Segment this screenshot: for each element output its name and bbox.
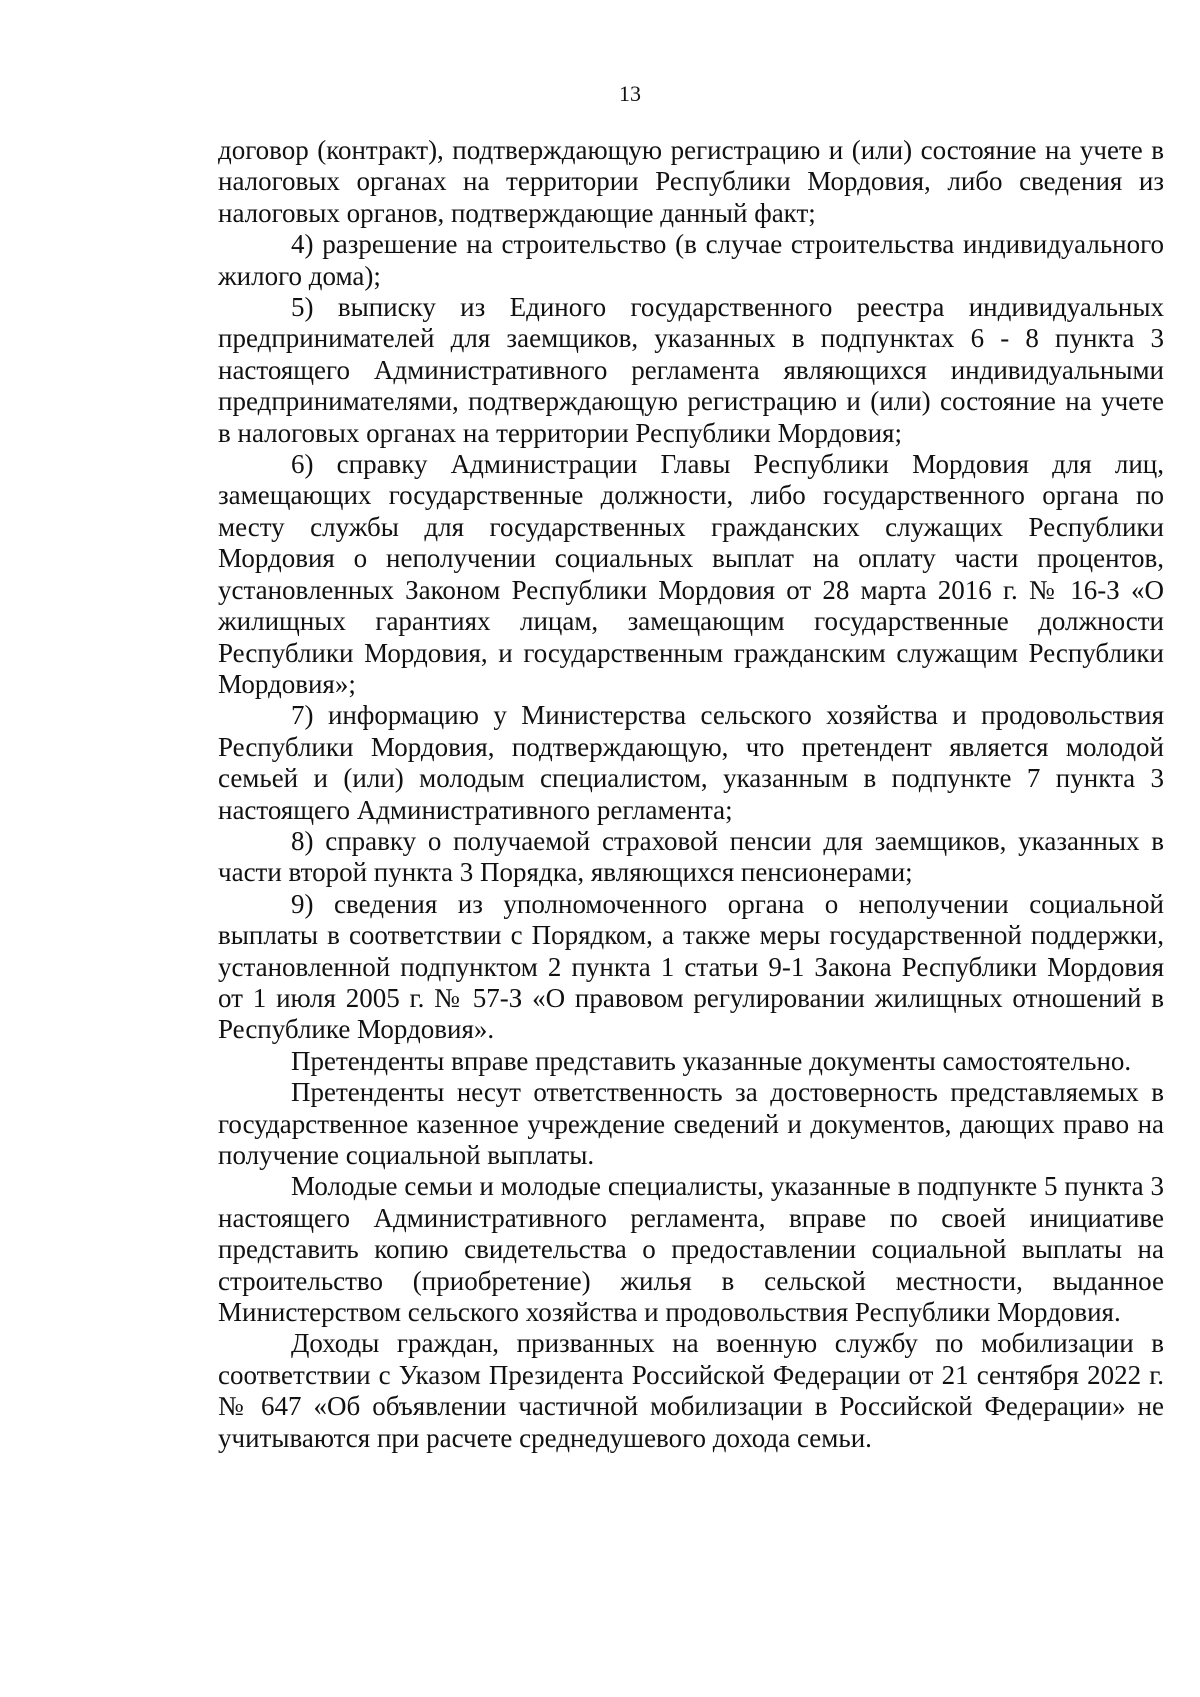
- paragraph-item-7: 7) информацию у Министерства сельского хозяйства и продовольствия Республики Мордовия, подтверждающую, что претендент является молодой семьей и (или) молодым специалистом, указанным в подпункте 7 пункта 3 настоящего Административного регламента;: [218, 700, 1164, 825]
- paragraph-item-6: 6) справку Администрации Главы Республики Мордовия для лиц, замещающих государственные должности, либо государственного органа по месту службы для государственных гражданских служащих Республики Мордовия о неполучении социальных выплат на оплату части процентов, установленных Законом Республики Мордовия от 28 марта 2016 г. № 16-З «О жилищных гарантиях лицам, замещающим государственные должности Республики Мордовия, и государственным гражданским служащим Республики Мордовия»;: [218, 449, 1164, 699]
- paragraph-item-4: 4) разрешение на строительство (в случае строительства индивидуального жилого дома);: [218, 229, 1164, 291]
- paragraph-mobilization-income: Доходы граждан, призванных на военную службу по мобилизации в соответствии с Указом Президента Российской Федерации от 21 сентября 2022 г. № 647 «Об объявлении частичной мобилизации в Российской Федерации» не учитываются при расчете среднедушевого дохода семьи.: [218, 1328, 1164, 1453]
- paragraph-young-families: Молодые семьи и молодые специалисты, указанные в подпункте 5 пункта 3 настоящего Административного регламента, вправе по своей инициативе представить копию свидетельства о предоставлении социальной выплаты на строительство (приобретение) жилья в сельской местности, выданное Министерством сельского хозяйства и продовольствия Республики Мордовия.: [218, 1171, 1164, 1328]
- paragraph-item-5: 5) выписку из Единого государственного реестра индивидуальных предпринимателей для заемщиков, указанных в подпунктах 6 - 8 пункта 3 настоящего Административного регламента являющихся индивидуальными предпринимателями, подтверждающую регистрацию и (или) состояние на учете в налоговых органах на территории Республики Мордовия;: [218, 292, 1164, 448]
- paragraph-responsibility: Претенденты несут ответственность за достоверность представляемых в государственное казенное учреждение сведений и документов, дающих право на получение социальной выплаты.: [218, 1077, 1164, 1170]
- paragraph-continuation: договор (контракт), подтверждающую регистрацию и (или) состояние на учете в налоговых органах на территории Республики Мордовия, либо сведения из налоговых органов, подтверждающие данный факт;: [218, 135, 1164, 228]
- paragraph-item-8: 8) справку о получаемой страховой пенсии для заемщиков, указанных в части второй пункта 3 Порядка, являющихся пенсионерами;: [218, 825, 1164, 888]
- page-number: 13: [619, 81, 641, 106]
- paragraph-item-9: 9) сведения из уполномоченного органа о неполучении социальной выплаты в соответствии с Порядком, а также меры государственной поддержки, установленной подпунктом 2 пункта 1 статьи 9-1 Закона Республики Мордовия от 1 июля 2005 г. № 57-З «О правовом регулировании жилищных отношений в Республике Мордовия».: [218, 888, 1164, 1045]
- paragraph-self-submission: Претенденты вправе представить указанные документы самостоятельно.: [291, 1045, 1132, 1076]
- document-body: [218, 135, 1164, 1454]
